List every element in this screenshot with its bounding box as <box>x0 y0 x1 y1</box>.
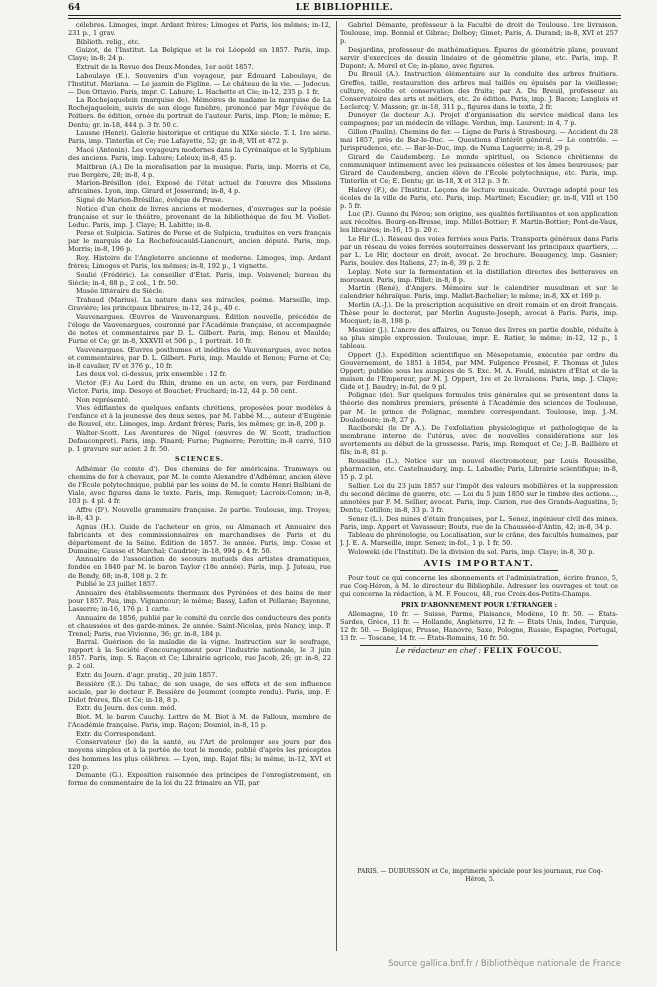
journal-title: LE BIBLIOPHILE. <box>295 3 394 13</box>
header-rule-thin <box>68 18 621 19</box>
science-entries <box>68 465 331 787</box>
prix-text: Allemagne, 10 fr. — Suisse, Parme, Plaisance, Modène, 10 fr. 50. — États-Sardes, Grèce, 11 fr. — Hollande, Angleterre, 12 fr. — États Unis, Indes, Turquie, 12 fr. 50. — Belgique, Prusse, Hanovre, Saxe, Pologne, Russie, Espagne, Portugal, 13 fr. — Toscane, 14 fr. — États-Romains, 16 fr. 50. <box>340 610 618 643</box>
bibliography-entry: Walter-Scott. Les Aventures de Nigel (œuvres de W. Scott, traduction Defauconpret). Paris, imp. Pinard; Furne; Pagnerre; Perottin; in-8 carré, 510 p. 1 gravure sur acier. 2 fr. 50. <box>68 428 331 454</box>
source-footer: Source gallica.bnf.fr / Bibliothèque nationale de France <box>388 959 621 969</box>
bibliography-entry: Barral. Guérison de la maladie de la vigne. Instruction sur le soufrage, rapport à la Société d'encouragement pour l'industrie nationale, le 3 juin 1857. Paris, imp. S. Raçon et Ce; Librairie agricole, rue Jacob, 26; gr. in-8, 22 p. 2 col. <box>68 638 331 671</box>
bibliography-entry: Lausne (Henri). Galerie historique et critique du XIXe siècle. T. I. 1re série. Paris, imp. Tinterlin et Ce; rue Lafayette, 52; gr. in-8, VII et 472 p. <box>68 129 331 146</box>
bibliography-entry: Sellier. Loi du 23 juin 1857 sur l'impôt des valeurs mobilières et la suppression du second décime de guerre, etc. — Loi du 5 juin 1850 sur le timbre des actions..., annotées par F. M. Sellier, avocat. Paris, imp. Carion, rue des Grands-Augustins, 5; Dentu; Cotillon; in-8, 33 p. 3 fr. <box>340 481 618 514</box>
bibliography-entry: Extr. du Correspondant. <box>76 729 156 738</box>
bibliography-entry: Adhémar (le comte d'). Des chemins de fer américains. Tramways ou chemins de fer à chevaux, par M. le comte Alexandre d'Adhémar, ancien élève de l'École polytechnique, publié par les soins de M. le comte Henri Balbiani de Viale, avec figures dans le texte. Paris, imp. Remquet; Lacroix-Comon; in-8, 103 p. 4 pl. 4 fr. <box>68 465 331 506</box>
bibliography-entry: Vauvenargues. Œuvres de Vauvenargues. Édition nouvelle, précédée de l'éloge de Vauvenargues, couronné par l'Académie française, et accompagnée de notes et commentaires par D. L. Gilbert. Paris, imp. Renou et Maulde; Furne et Ce; gr. in-8, XXXVII et 506 p., 1 portrait. 10 fr. <box>68 312 331 345</box>
redacteur-line <box>340 647 618 655</box>
bibliography-entry: Raciborski (le Dr A.). De l'exfoliation physiologique et pathologique de la membrane interne de l'utérus, avec de nouvelles considérations sur les avortements au début de la grossesse. Paris, imp. Remquet et Ce; J.-B. Baillière et fils; in-8, 81 p. <box>340 424 618 457</box>
bibliography-entry: Affre (D'). Nouvelle grammaire française. 2e partie. Toulouse, imp. Troyes; in-8, 43 p. <box>68 505 331 523</box>
bibliography-entry: Roussilhe (L.). Notice sur un nouvel électromoteur, par Louis Roussilhe, pharmacien, etc. Castelnaudary, imp. L. Labadie; Paris, Librairie scientifique; in-8, 15 p. 2 pl. <box>340 456 618 482</box>
bibliography-entry: Extr. du Journ. des conn. méd. <box>76 704 177 713</box>
bibliography-entry: Woloweki (de l'Institut). De la division du sol. Paris, imp. Claye; in-8, 30 p. <box>348 547 595 556</box>
bibliography-entry: Publié le 23 juillet 1857. <box>76 580 158 589</box>
printer-imprint: PARIS. — DUBUISSON et Ce, imprimerie spéciale pour les journaux, rue Coq-Héron, 5. <box>357 868 603 883</box>
bibliography-entry: Halevy (F.), de l'Institut. Leçons de lecture musicale. Ouvrage adopté pour les écoles de la ville de Paris, etc. Paris, imp. Martinet; Escudier; gr. in-8, VIII et 150 p. 5 fr. <box>340 185 618 210</box>
bibliography-entry: Bessière (E.). Du tabac, de son usage, de ses effets et de son influence sociale, par le docteur F. Bessière de Jeumont (compte rendu). Paris, imp. F. Didot frères, fils et Ce; in-18, 8 p. <box>68 679 331 704</box>
header-rule <box>68 15 621 16</box>
bibliography-entry: Biot. M. le baron Cauchy. Lettre de M. Biot à M. de Falloux, membre de l'Académie française. Paris, imp. Raçon; Douniol, in-8, 15 p. <box>68 713 331 730</box>
bibliography-entry: Perse et Sulpicia. Satires de Perse et de Sulpicia, traduites en vers français par le marquis de La Rochefoucauld-Liancourt, ancien député. Paris, imp. Morris; in-8, 196 p. <box>68 229 331 254</box>
bibliography-entry: Annuaire de l'association de secours mutuels des artistes dramatiques, fondée en 1840 par M. le baron Taylor (18e année). Paris, imp. J. Juteau, rue de Bondy, 68; in-8, 108 p. 2 fr. <box>68 555 331 580</box>
bibliography-entry: Gabriel Démante, professeur à la Faculté de droit de Toulouse. 1re livraison. Toulouse, imp. Bonnal et Gibrac; Delboy; Gimet; Paris, A. Durand; in-8, XVI et 257 p. <box>340 21 618 46</box>
redacteur-name: FELIX FOUCOU. <box>483 646 563 656</box>
bibliography-entry: Oppert (J.). Expédition scientifique en Mésopotamie, exécutée par ordre du Gouvernement, de 1851 à 1854, par MM. Fulgence Fresnel, F. Thomas et Jules Oppert; publiée sous les auspices de S. Exc. M. A. Fould, ministre d'État et de la maison de l'Empereur, par M. J. Oppert, 1re et 2e livraisons. Paris, imp. J. Claye; Gide et J. Baudry; in-fol. de 9 pl. <box>340 350 618 391</box>
left-column <box>68 21 331 951</box>
bibliography-entry: Musée littéraire du Siècle. <box>76 287 165 296</box>
bibliography-entry: Macé (Antonin). Les voyageurs modernes dans la Cyrénaïque et le Sylphium des anciens. Paris, imp. Lahure; Leleux; in-8, 45 p. <box>68 145 331 162</box>
bibliography-entry: Dunoyer (le docteur A.). Projet d'organisation du service médical dans les campagnes; par un médecin de village. Verdun, imp. Laurent; in 4, 7 p. <box>340 111 618 128</box>
bibliography-entry: Laboulaye (E.). Souvenirs d'un voyageur, par Édouard Laboulaye, de l'Institut. Mariana. — Le jasmin de Figline. — Le château de la vie. — Jodocus. — Don Ottavio. Paris, impr. C. Lahure; L. Hachette et Cie; in-12, 235 p. 1 fr. <box>68 71 331 96</box>
bibliography-entry: Soulié (Frédéric). Le conseiller d'État. Paris, imp. Voisvenel; bureau du Siècle; in-4, 88 p., 2 col., 1 fr. 50. <box>68 270 331 287</box>
bibliography-entry: Roy. Histoire de l'Angleterre ancienne et moderne. Limoges, imp. Ardant frères; Limoges et Paris, les mêmes; in-8, 192 p., 1 vignette. <box>68 254 331 271</box>
bibliography-entry: Martin (René), d'Angers. Mémoire sur le calendrier musulman et sur le calendrier hébraïque. Paris, imp. Mallet-Bachelier; le même; in-8, XX et 169 p. <box>340 284 618 301</box>
right-column <box>340 21 618 866</box>
bibliography-entry: Mesnier (J.). L'ancre des affaires, ou Tenue des livres en partie double, réduite à sa plus simple expression. Toulouse, impr. E. Ratier, le même; in-12, 12 p., 1 tableau. <box>340 325 618 350</box>
bibliography-entry: Leplay. Note sur la fermentation et la distillation directes des betteraves en morceaux. Paris, imp. Pillet; in-8, 8 p. <box>340 267 618 284</box>
bibliography-entry: Signé de Marion-Brésillac, évêque de Pruse. <box>76 195 224 204</box>
bibliography-entry: Du Breuil (A.). Instruction élémentaire sur la conduite des arbres fruitiers. Greffes, taille, restauration des arbres mal taillés ou épuisés par la vieillesse; culture, récolte et conservation des fruits; par A. Du Breuil, professeur au Conservatoire des arts et métiers, etc. 2e édition. Paris, imp. J. Bacon; Langlois et Leclercq; V. Masson; gr. in-18, 311 p., figures dans le texte, 2 fr. <box>340 70 618 111</box>
bibliography-entry: Maitbran (A.) De la moralisation par la musique. Paris, imp. Morris et Ce, rue Bergère, 28; in-8, 4 p. <box>68 162 331 179</box>
bibliography-entry: Guizot, de l'Institut. La Belgique et le roi Léopold en 1857. Paris, imp. Claye; in-8; 24 p. <box>68 46 331 63</box>
bibliography-entry: Annuaire de 1856, publié par le comité du cercle des conducteurs des ponts et chaussées et des garde-mines. 2e année. Saint-Nicolas, près Nancy, imp. P. Trenel; Paris, rue Vivienne, 36; gr. in-8, 184 p. <box>68 613 331 638</box>
avis-title: AVIS IMPORTANT. <box>423 558 535 569</box>
bibliography-entry: Marion-Brésillon (de). Exposé de l'état actuel de l'œuvre des Missions africaines. Lyon, imp. Girard et Josserand; in-8, 4 p. <box>68 179 331 196</box>
avis-block <box>340 560 618 571</box>
avis-text: Pour tout ce qui concerne les abonnements et l'administration, écrire franco, 5, rue Coq-Héron, à M. le directeur du Bibliophile. Adresser les ouvrages et tout ce qui concerne la rédaction, à M. F. Foucou, 48, rue Croix-des-Petits-Champs. <box>340 573 618 599</box>
bibliography-entry: Trabaud (Marius). La nature dans ses miracles, poème. Marseille, imp. Gravière; les principaux libraires; in-12, 24 p., 40 c. <box>68 296 331 313</box>
bibliography-entry: Extrait de la Revue des Deux-Mondes, 1er août 1857. <box>76 63 254 72</box>
bibliography-entry: Biblioth. relig., etc. <box>76 37 141 46</box>
bibliography-entry: Le Hir (L.). Réseau des voies ferrées sous Paris. Transports généraux dans Paris par un réseau de voies ferrées souterraines desservant les principaux quartiers, ... par L. Le Hir, docteur en droit, avocat. 2e brochure. Beaugency, imp. Gasnier; Paris, boulev. des Italiens, 27; in-8, 39 p. 2 fr. <box>340 234 618 268</box>
bibliography-entry: Non représenté. <box>76 395 131 404</box>
left-entries <box>68 21 331 453</box>
right-entries <box>340 21 618 556</box>
prix-title: PRIX D'ABONNEMENT POUR L'ÉTRANGER : <box>401 602 557 610</box>
bibliography-entry: Vauvenargues. Œuvres posthumes et inédites de Vauvenargues, avec notes et commentaires, par D. L. Gilbert. Paris, imp. Maulde et Renou; Furne et Ce; in-8 cavalier, IV et 376 p., 10 fr. <box>68 345 331 370</box>
avis-rule <box>400 570 558 571</box>
section-title-sciences: SCIENCES. <box>175 455 224 464</box>
bibliography-entry: Polignac (de). Sur quelques formules très générales qui se présentent dans la théorie des nombres premiers, présenté à l'Académie des sciences de Toulouse, par M. le prince de Polignac, membre correspondant. Toulouse, imp. J.-M. Douladoure; in-8, 27 p. <box>340 391 618 424</box>
page-number: 64 <box>68 3 81 13</box>
bibliography-entry: Merlin (A.-J.). De la prescription acquisitive en droit romain et en droit français. Thèse pour le doctorat, par Merlin Auguste-Joseph, avocat à Paris. Paris, imp. Mocquet; in-8, 198 p. <box>340 301 618 326</box>
bibliography-entry: Notice d'un choix de livres anciens et modernes, d'ouvrages sur la poésie française et sur le théâtre, provenant de la bibliothèque de feu M. Viollet-Leduc. Paris, imp. J. Claye; H. Labitte; in-8. <box>68 204 331 229</box>
bibliography-entry: Demante (G.). Exposition raisonnée des principes de l'enregistrement, en forme de commentaire de la loi du 22 frimaire an VII, par <box>68 771 331 788</box>
bibliography-entry: Extr. du Journ. d'agr. pratiq., 20 juin 1857. <box>76 671 218 680</box>
bibliography-entry: Les deux vol. ci-dessus, prix ensemble : 12 fr. <box>76 370 227 379</box>
column-divider <box>336 21 337 951</box>
bibliography-entry: Desjardins, professeur de mathématiques. Épures de géométrie plane, pouvant servir d'exercices de dessin linéaire et de géométrie plane, etc. Paris, imp. P. Dupont; A. Morel et Ce; in-plano, avec figures. <box>340 45 618 70</box>
bibliography-entry: Conservateur (le) de la santé, ou l'Art de prolonger ses jours par des moyens simples et à la portée de tout le monde, publié d'après les préceptes des hommes les plus célèbres. — Lyon, imp. Rajat fils; le même, in-12, XVI et 120 p. <box>68 738 331 771</box>
bibliography-entry: La Rochejaquelein (marquise de). Mémoires de madame la marquise de La Rochejaquelein, suivis de son éloge funèbre, prononcé par Mgr l'évêque de Poitiers. 8e édition, ornée du portrait de l'auteur. Paris, imp. Plon; le même; E. Dentu; gr. in-18, 444 p. 3 fr. 50 c. <box>68 96 331 129</box>
redacteur-label: Le rédacteur en chef : <box>395 646 482 656</box>
bibliography-entry: Gillon (Paulin). Chemins de fer. — Ligne de Paris à Strasbourg. — Accident du 28 mai 1857, près de Bar-le-Duc. — Questions d'intérêt général. — Le contrôle. — Jurisprudence, etc. — Bar-le-Duc, imp. de Numa Laguerre; in-8, 29 p. <box>340 127 618 153</box>
bibliography-entry: Annuaire des établissements thermaux des Pyrénées et des bains de mer pour 1857. Pau, imp. Vignancour; le même; Bassy, Lafon et Pellarae; Bayonne, Lasserre; in-16, 176 p. 1 carte. <box>68 588 331 613</box>
bibliography-entry: célebres. Limoges, impr. Ardant frères; Limoges et Paris, les mêmes; in-12, 231 p., 1 grav. <box>68 21 331 38</box>
bibliography-entry: Agnus (H.). Guide de l'acheteur en gros, ou Almanach et Annuaire des fabricants et des commissionnaires en marchandises de Paris et du département de la Seine. Édition de 1857. 3e année. Paris, imp. Cosse et Dumaine; Causse et Marchal; Caudrier; in-18, 994 p. 4 fr. 50. <box>68 522 331 555</box>
bibliography-entry: Victor (F.) Au Lord du Rhin, drame en un acte, en vers, par Ferdinand Victor. Paris, imp. Desoye et Bouchet; Fruchard; in-12, 44 p. 50 cent. <box>68 378 331 395</box>
bibliography-entry: Luc (P.). Guano du Pérou; son origine, ses qualités fertilisantes et son application aux récoltes. Bourg-en-Bresse, imp. Millet-Bottier; F. Martin-Bottier; Pont-de-Vaux, les libraires; in-16, 15 p. 20 c. <box>340 210 618 235</box>
bibliography-entry: Vies édifiantes de quelques enfants chrétiens, proposées pour modèles à l'enfance et à la jeunesse des deux sexes, par M. l'abbé M..., auteur d'Eugénie de Rouvel, etc. Limoges, imp. Ardant frères; Paris, les mêmes; gr. in-8, 200 p. <box>68 404 331 429</box>
bibliography-entry: Senez (L.). Des mines d'étain françaises, par L. Senez, ingénieur civil des mines. Paris, imp. Appert et Vavasseur; Bouts, rue de la Chaussée-d'Antin, 42; in-8, 34 p. <box>340 514 618 531</box>
bibliography-entry: Tableau de phrénologie, ou Localisation, sur le crâne, des facultés humaines, par J. J. E. A. Marseille, impr. Senez; in-fol., 1 p. 1 fr. 50. <box>340 531 618 548</box>
bibliography-entry: Girard de Caudemberg. Le monde spirituel, ou Science chrétienne de communiquer intimement avec les puissances célestes et les âmes heureuses; par Girard de Caudemberg, ancien élève de l'École polytechnique, etc. Paris, imp. Tinterlin et Ce; E. Dentu; gr. in-18, X et 312 p. 3 fr. <box>340 152 618 185</box>
